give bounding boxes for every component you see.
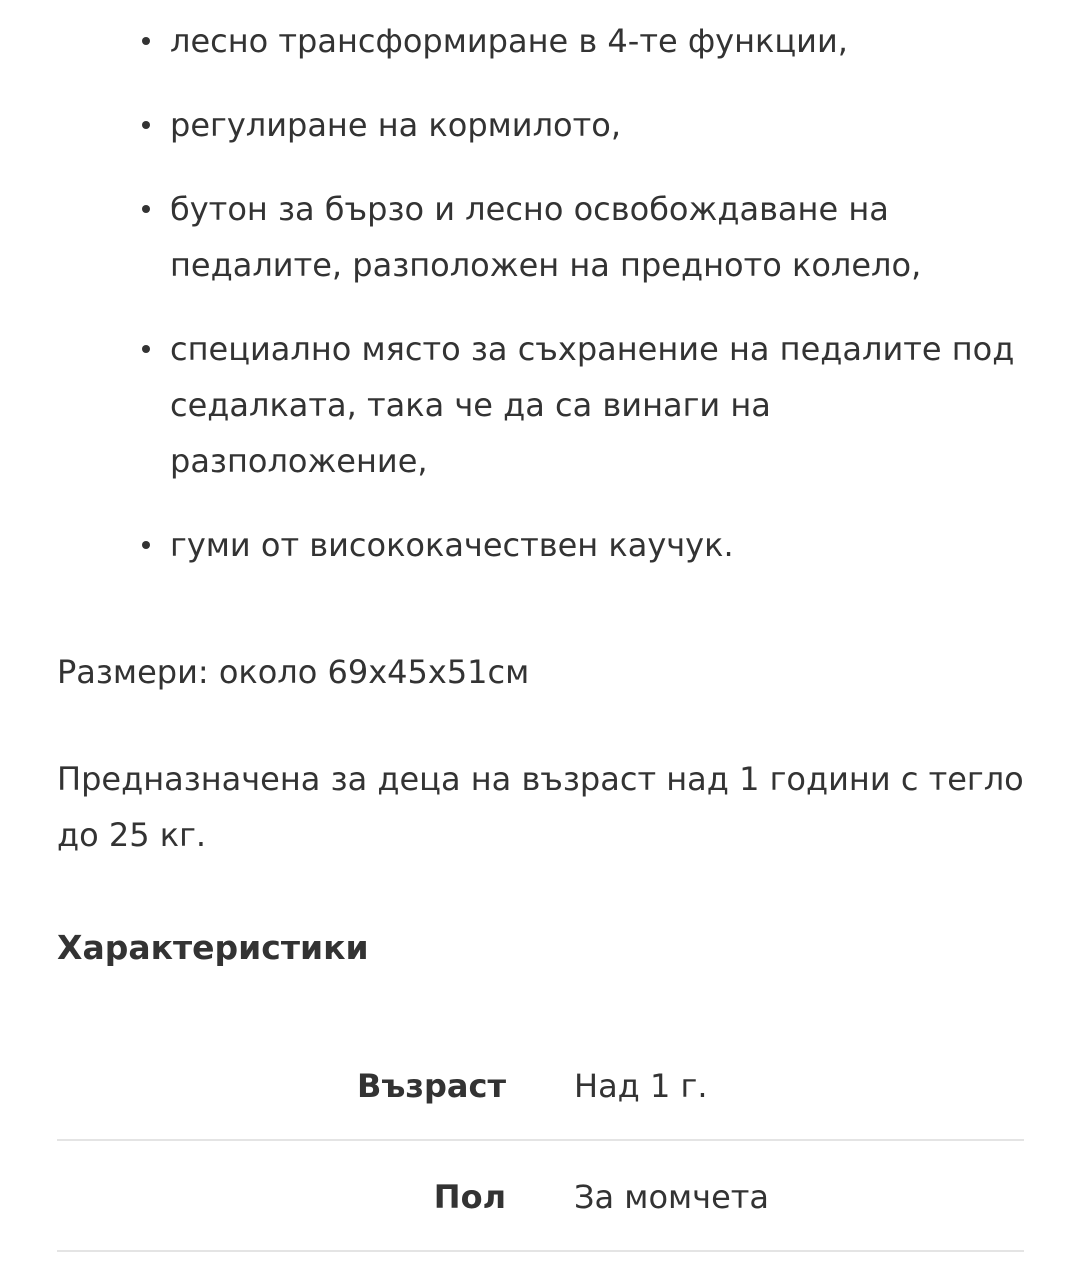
table-row — [57, 1141, 1024, 1252]
spec-value-gender: За момчета — [574, 1178, 769, 1216]
list-item — [142, 517, 1022, 573]
bullet-icon — [142, 37, 150, 45]
feature-text: лесно трансформиране в 4-те функции, — [170, 22, 848, 60]
feature-text: специално място за съхранение на педалите под седалката, така че да са винаги на разположение, — [170, 330, 1015, 480]
bullet-icon — [142, 205, 150, 213]
feature-list — [142, 13, 1022, 601]
specs-table — [57, 1030, 1024, 1252]
bullet-icon — [142, 345, 150, 353]
spec-label-age: Възраст — [356, 1067, 506, 1105]
bullet-icon — [142, 121, 150, 129]
feature-text: бутон за бързо и лесно освобождаване на педалите, разположен на предното колело, — [170, 190, 922, 284]
list-item — [142, 97, 1022, 153]
list-item — [142, 13, 1022, 69]
spec-value-age: Над 1 г. — [574, 1067, 708, 1105]
bullet-icon — [142, 541, 150, 549]
list-item — [142, 321, 1022, 489]
table-row — [57, 1030, 1024, 1141]
dimensions-text: Размери: около 69x45x51см — [57, 653, 530, 691]
spec-label-gender: Пол — [433, 1178, 506, 1216]
characteristics-heading: Характеристики — [57, 928, 369, 967]
list-item — [142, 181, 1022, 293]
feature-text: гуми от висококачествен каучук. — [170, 526, 734, 564]
age-text: Предназначена за деца на възраст над 1 години с тегло до 25 кг. — [57, 760, 1024, 854]
feature-text: регулиране на кормилото, — [170, 106, 621, 144]
